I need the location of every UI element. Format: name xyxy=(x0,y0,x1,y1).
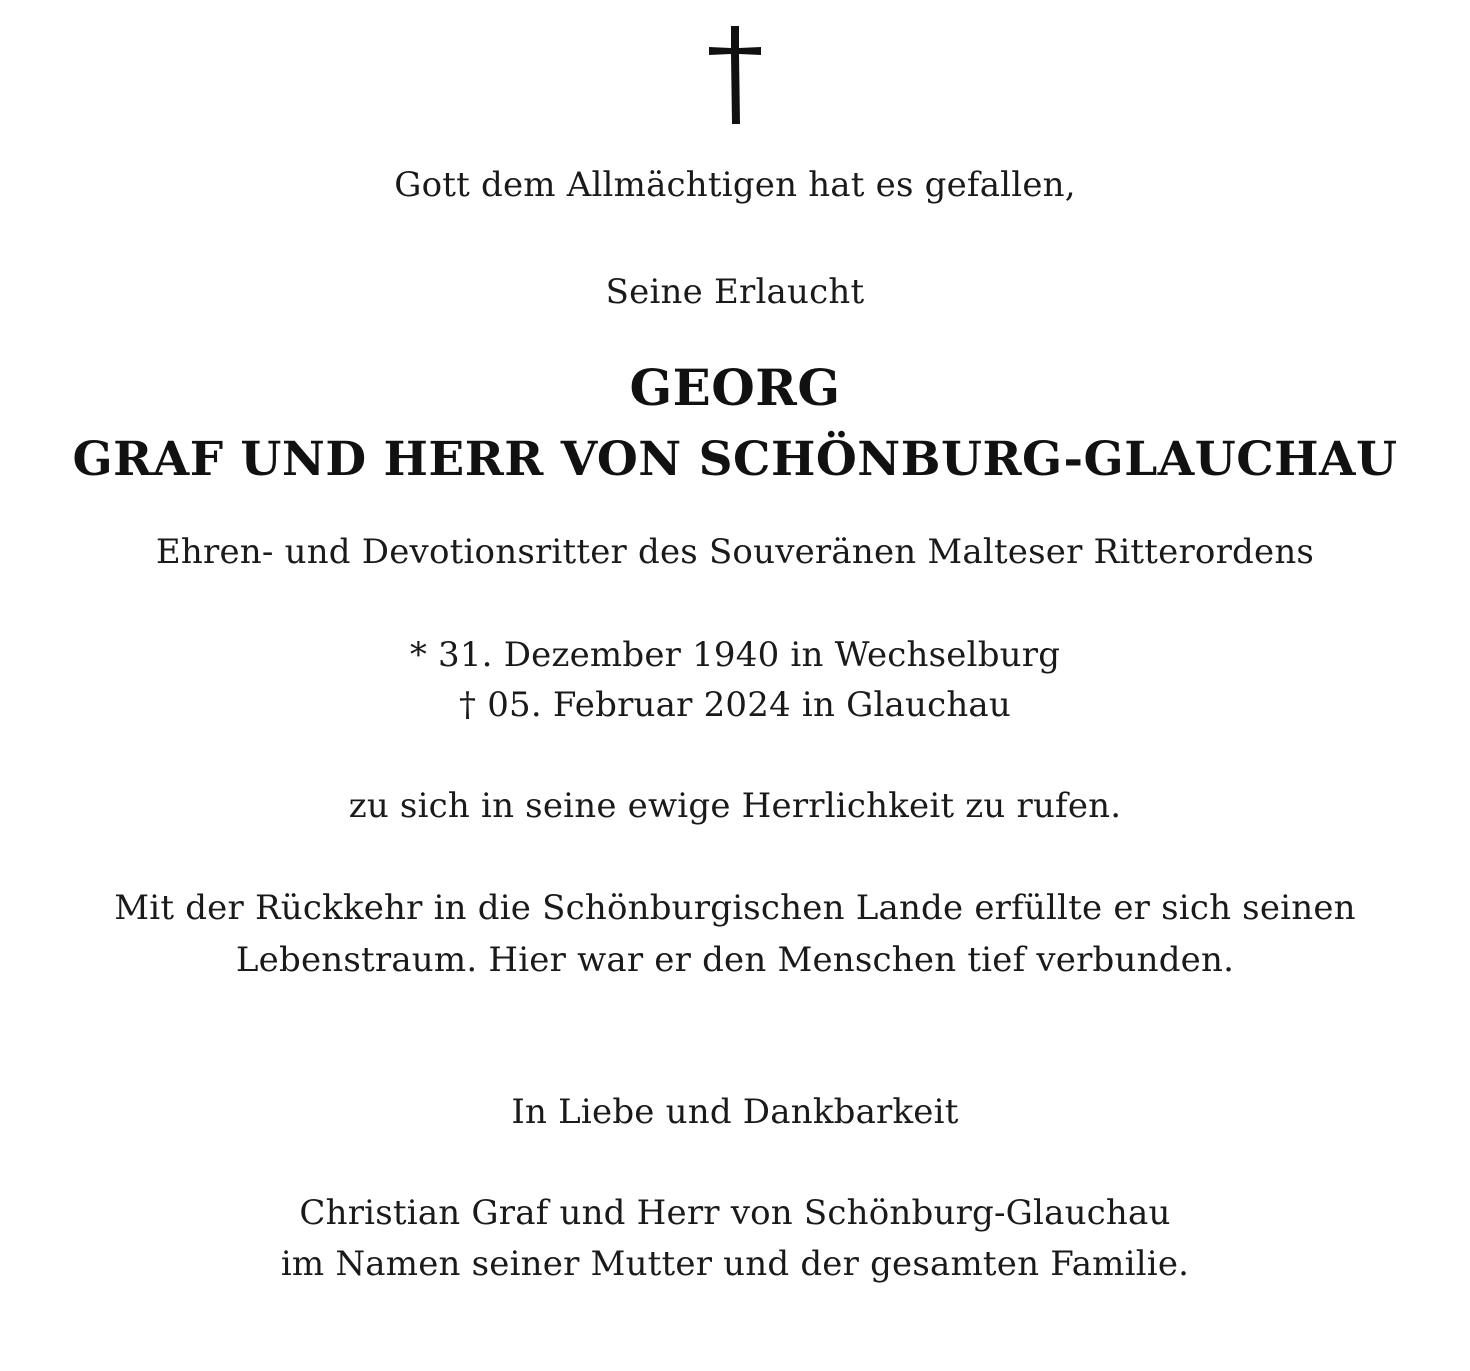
closing-text: In Liebe und Dankbarkeit xyxy=(511,1092,959,1132)
birth-date-text: * 31. Dezember 1940 in Wechselburg xyxy=(409,635,1061,675)
deceased-first-name: GEORG xyxy=(629,358,841,417)
signatory-name: Christian Graf und Herr von Schönburg-Glauchau xyxy=(299,1193,1171,1233)
honorific-text: Seine Erlaucht xyxy=(605,272,865,312)
deceased-title-name: GRAF UND HERR VON SCHÖNBURG-GLAUCHAU xyxy=(72,432,1398,487)
death-date-text: † 05. Februar 2024 in Glauchau xyxy=(458,685,1011,725)
tribute-line-2: Lebenstraum. Hier war er den Menschen tief verbunden. xyxy=(235,940,1235,980)
signatory-note: im Namen seiner Mutter und der gesamten Familie. xyxy=(280,1244,1190,1284)
intro-text: Gott dem Allmächtigen hat es gefallen, xyxy=(394,165,1076,205)
order-membership-text: Ehren- und Devotionsritter des Souveränen Malteser Ritterordens xyxy=(155,532,1315,572)
tribute-line-1: Mit der Rückkehr in die Schönburgischen Lande erfüllte er sich seinen xyxy=(114,888,1356,928)
cross-icon xyxy=(0,24,1470,128)
latin-cross-icon xyxy=(705,24,765,128)
calling-text: zu sich in seine ewige Herrlichkeit zu rufen. xyxy=(348,786,1122,826)
